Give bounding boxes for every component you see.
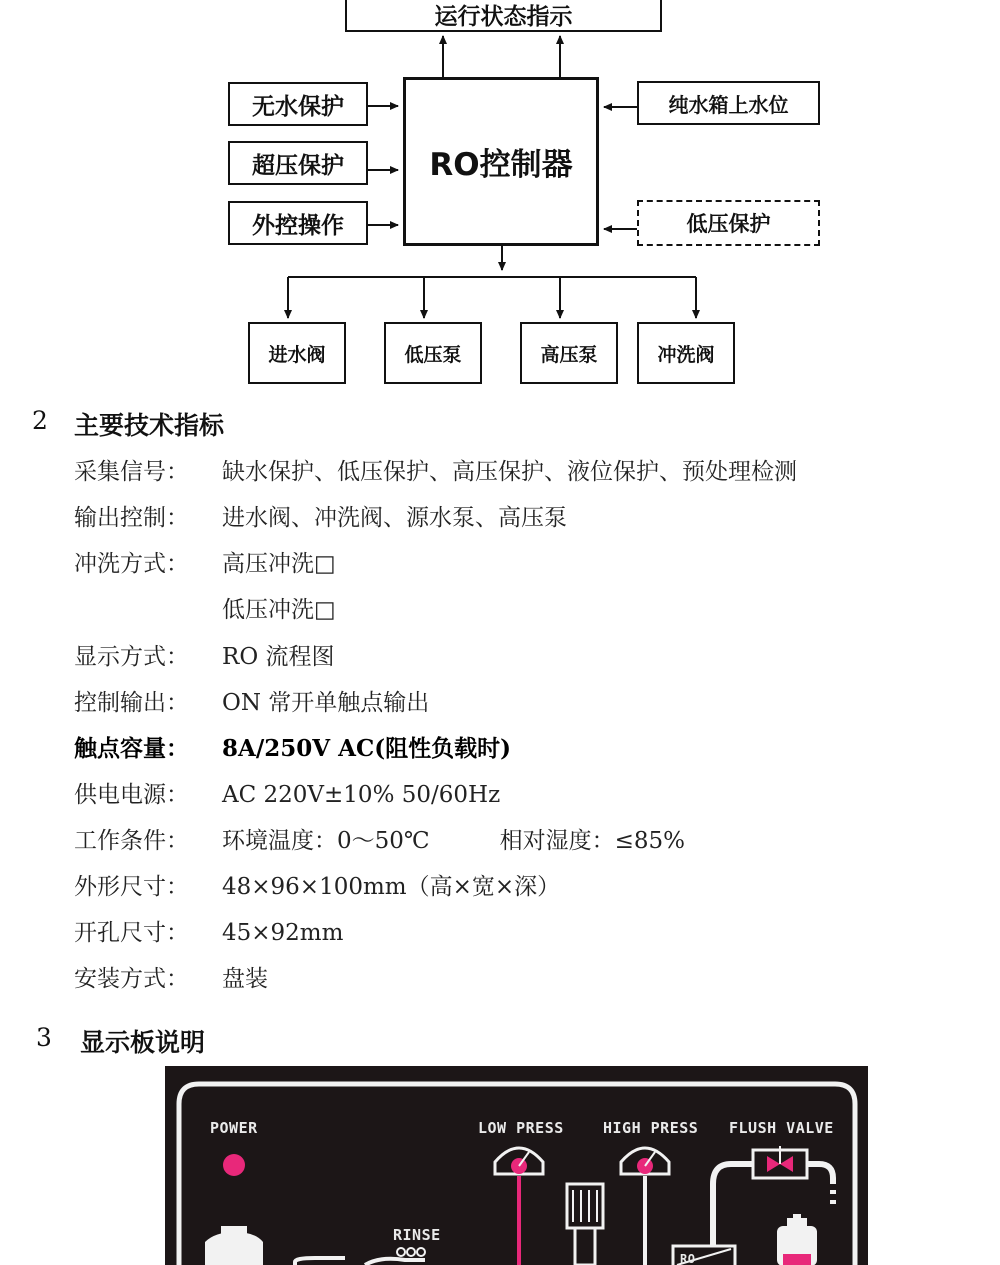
flush-valve-icon bbox=[753, 1146, 807, 1178]
panel-graphics bbox=[165, 1066, 868, 1265]
low-press-gauge-icon bbox=[495, 1148, 543, 1265]
spec-value: 低压冲洗□ bbox=[222, 597, 336, 623]
spec-value: RO 流程图 bbox=[222, 644, 335, 670]
spec-value-humidity: 相对湿度：≤85% bbox=[499, 828, 686, 854]
spec-row bbox=[74, 960, 268, 993]
spec-value: 45×92mm bbox=[222, 920, 344, 946]
spec-row bbox=[74, 684, 429, 717]
high-press-gauge-icon bbox=[621, 1148, 669, 1265]
spec-key: 控制输出： bbox=[74, 690, 189, 716]
output-box-high-pump: 高压泵 bbox=[520, 322, 618, 384]
output-box-low-pump: 低压泵 bbox=[384, 322, 482, 384]
spec-row bbox=[74, 638, 334, 671]
power-label: POWER bbox=[210, 1119, 258, 1137]
display-panel bbox=[165, 1066, 868, 1265]
spec-value: AC 220V±10% 50/60Hz bbox=[222, 782, 501, 808]
input-box-tank-level: 纯水箱上水位 bbox=[637, 81, 820, 125]
spec-value: 高压冲洗□ bbox=[222, 551, 336, 577]
spec-key: 开孔尺寸： bbox=[74, 920, 189, 946]
section2-number: 2 bbox=[32, 406, 48, 435]
spec-key: 触点容量： bbox=[74, 735, 189, 762]
spec-row bbox=[74, 499, 567, 532]
low-press-label: LOW PRESS bbox=[478, 1119, 564, 1137]
spec-key: 输出控制： bbox=[74, 505, 189, 531]
high-press-label: HIGH PRESS bbox=[603, 1119, 699, 1137]
flush-valve-label: FLUSH VALVE bbox=[729, 1119, 834, 1137]
spec-value: ON 常开单触点输出 bbox=[222, 690, 430, 716]
spec-value: 进水阀、冲洗阀、源水泵、高压泵 bbox=[222, 505, 567, 531]
ro-controller-box: RO控制器 bbox=[403, 77, 599, 246]
spec-row bbox=[74, 914, 343, 947]
spec-value: 48×96×100mm（高×宽×深） bbox=[222, 874, 561, 900]
ro-label: RO bbox=[680, 1252, 696, 1265]
rinse-label: RINSE bbox=[393, 1226, 441, 1244]
status-indicator-box: 运行状态指示 bbox=[345, 0, 662, 32]
input-box-low-pressure: 低压保护 bbox=[637, 200, 820, 246]
water-tank-icon bbox=[777, 1214, 817, 1265]
input-box-no-water: 无水保护 bbox=[228, 82, 368, 126]
high-pressure-pump-icon bbox=[567, 1184, 603, 1265]
output-box-flush-valve: 冲洗阀 bbox=[637, 322, 735, 384]
output-box-inlet-valve: 进水阀 bbox=[248, 322, 346, 384]
feed-filter-icon bbox=[205, 1226, 263, 1265]
spec-key: 显示方式： bbox=[74, 644, 189, 670]
spec-row bbox=[74, 730, 511, 763]
spec-row bbox=[74, 868, 560, 901]
spec-value: 缺水保护、低压保护、高压保护、液位保护、预处理检测 bbox=[222, 459, 797, 485]
section2-title: 主要技术指标 bbox=[74, 411, 225, 440]
spec-key: 外形尺寸： bbox=[74, 874, 189, 900]
spec-row bbox=[74, 591, 336, 624]
spec-key: 安装方式： bbox=[74, 966, 189, 992]
section3-number: 3 bbox=[36, 1023, 52, 1052]
spec-value: 8A/250V AC(阻性负载时) bbox=[222, 735, 512, 762]
spec-key: 冲洗方式： bbox=[74, 551, 189, 577]
spec-row bbox=[74, 545, 336, 578]
spec-row bbox=[74, 453, 797, 486]
spec-key: 采集信号： bbox=[74, 459, 189, 485]
spec-key: 供电电源： bbox=[74, 782, 189, 808]
spec-key: 工作条件： bbox=[74, 828, 189, 854]
input-box-external-control: 外控操作 bbox=[228, 201, 368, 245]
spec-row bbox=[74, 822, 685, 855]
section3-title: 显示板说明 bbox=[80, 1028, 206, 1057]
input-box-over-pressure: 超压保护 bbox=[228, 141, 368, 185]
power-led-icon bbox=[223, 1154, 245, 1176]
spec-value: 盘装 bbox=[222, 966, 268, 992]
spec-row bbox=[74, 776, 500, 809]
rinse-icon bbox=[365, 1248, 425, 1265]
spec-value: 环境温度：0～50℃ bbox=[222, 828, 430, 854]
